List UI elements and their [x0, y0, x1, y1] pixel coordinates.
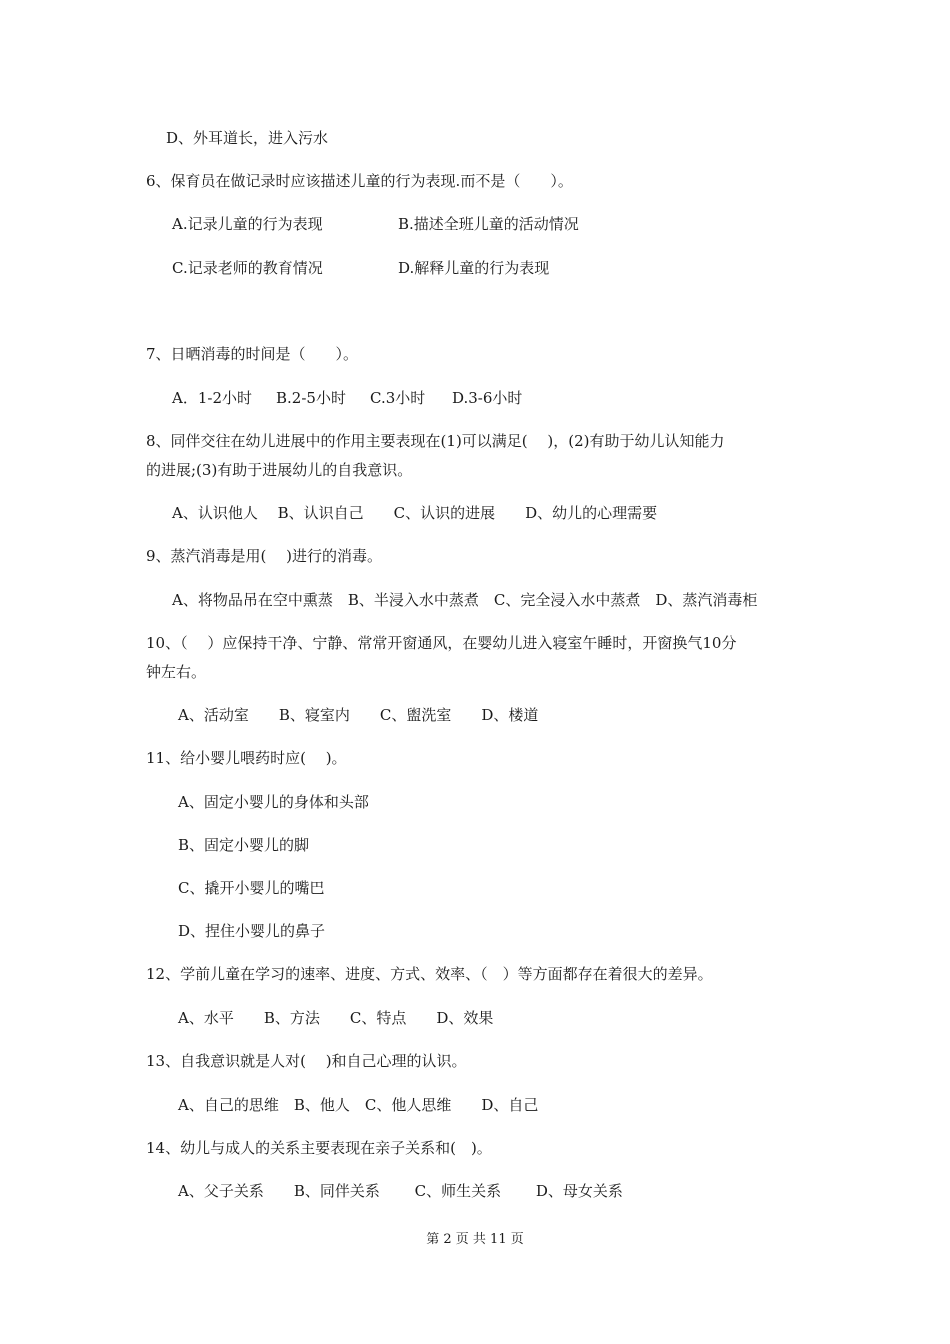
- q14-options: A、父子关系 B、同伴关系 C、师生关系 D、母女关系: [178, 1182, 623, 1200]
- q8-options: A、认识他人 B、认识自己 C、认识的进展 D、幼儿的心理需要: [172, 504, 658, 522]
- q7-option-a: A．1-2小时: [172, 389, 252, 407]
- q7-option-c: C.3小时: [370, 389, 426, 407]
- q5-option-d: D、外耳道长，进入污水: [166, 129, 329, 147]
- question-14: 14、幼儿与成人的关系主要表现在亲子关系和( )。: [146, 1139, 492, 1157]
- q9-options: A、将物品吊在空中熏蒸 B、半浸入水中蒸煮 C、完全浸入水中蒸煮 D、蒸汽消毒柜: [172, 591, 758, 609]
- q11-option-d: D、捏住小婴儿的鼻子: [178, 922, 326, 940]
- q7-option-b: B.2-5小时: [276, 389, 346, 407]
- question-6: 6、保育员在做记录时应该描述儿童的行为表现.而不是（ ）。: [146, 172, 573, 190]
- question-8-line-1: 8、同伴交往在幼儿进展中的作用主要表现在(1)可以满足( )，(2)有助于幼儿认知能力: [146, 432, 725, 450]
- q6-option-c: C.记录老师的教育情况: [172, 259, 323, 277]
- question-10-line-2: 钟左右。: [146, 663, 207, 681]
- question-12: 12、学前儿童在学习的速率、进度、方式、效率、（ ）等方面都存在着很大的差异。: [146, 965, 713, 983]
- q6-option-b: B.描述全班儿童的活动情况: [398, 215, 579, 233]
- q11-option-c: C、撬开小婴儿的嘴巴: [178, 879, 325, 897]
- question-8-line-2: 的进展;(3)有助于进展幼儿的自我意识。: [146, 461, 413, 479]
- q10-options: A、活动室 B、寝室内 C、盥洗室 D、楼道: [178, 706, 539, 724]
- question-10-line-1: 10、（ ）应保持干净、宁静、常常开窗通风，在婴幼儿进入寝室午睡时，开窗换气10分: [146, 634, 737, 652]
- question-13: 13、自我意识就是人对( )和自己心理的认识。: [146, 1052, 467, 1070]
- question-7: 7、日晒消毒的时间是（ ）。: [146, 345, 359, 363]
- q6-option-d: D.解释儿童的行为表现: [398, 259, 550, 277]
- q6-option-a: A.记录儿童的行为表现: [172, 215, 323, 233]
- question-11: 11、给小婴儿喂药时应( )。: [146, 749, 347, 767]
- q11-option-a: A、固定小婴儿的身体和头部: [178, 793, 369, 811]
- question-9: 9、蒸汽消毒是用( )进行的消毒。: [146, 547, 383, 565]
- q11-option-b: B、固定小婴儿的脚: [178, 836, 310, 854]
- q12-options: A、水平 B、方法 C、特点 D、效果: [178, 1009, 494, 1027]
- q7-option-d: D.3-6小时: [452, 389, 523, 407]
- page-footer: 第 2 页 共 11 页: [426, 1232, 524, 1247]
- q13-options: A、自己的思维 B、他人 C、他人思维 D、自己: [178, 1096, 539, 1114]
